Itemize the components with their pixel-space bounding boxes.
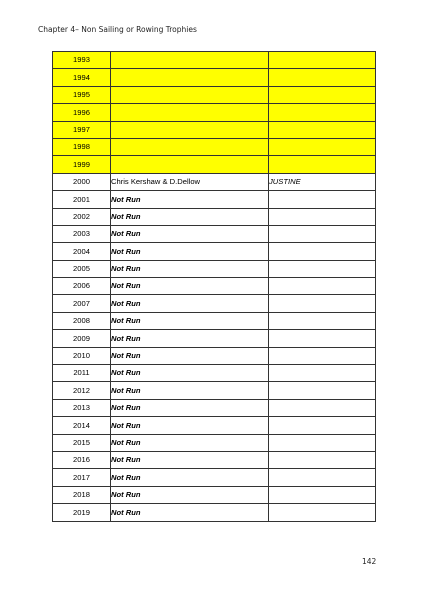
table-row xyxy=(53,330,376,347)
winner-cell: Not Run xyxy=(111,399,269,416)
table-row xyxy=(53,312,376,329)
year-cell: 2018 xyxy=(53,486,111,503)
winner-cell: Not Run xyxy=(111,260,269,277)
winner-cell: Not Run xyxy=(111,434,269,451)
boat-cell xyxy=(269,347,376,364)
year-cell: 2015 xyxy=(53,434,111,451)
boat-cell xyxy=(269,451,376,468)
winner-cell: Not Run xyxy=(111,469,269,486)
table-row xyxy=(53,434,376,451)
table-row xyxy=(53,138,376,155)
boat-cell xyxy=(269,312,376,329)
page-number: 142 xyxy=(362,557,377,566)
year-cell: 2000 xyxy=(53,173,111,190)
year-cell: 1993 xyxy=(53,52,111,69)
winner-cell: Not Run xyxy=(111,225,269,242)
winner-cell: Not Run xyxy=(111,295,269,312)
table-row xyxy=(53,399,376,416)
year-cell: 2006 xyxy=(53,278,111,295)
table-row xyxy=(53,486,376,503)
winner-cell xyxy=(111,156,269,173)
year-cell: 2001 xyxy=(53,191,111,208)
boat-cell xyxy=(269,191,376,208)
table-row xyxy=(53,504,376,521)
trophy-table-body xyxy=(53,52,376,522)
table-row xyxy=(53,121,376,138)
winner-cell xyxy=(111,121,269,138)
table-row xyxy=(53,86,376,103)
year-cell: 2009 xyxy=(53,330,111,347)
table-row xyxy=(53,365,376,382)
year-cell: 2014 xyxy=(53,417,111,434)
winner-cell: Not Run xyxy=(111,191,269,208)
boat-cell xyxy=(269,225,376,242)
winner-cell xyxy=(111,138,269,155)
year-cell: 2004 xyxy=(53,243,111,260)
winner-cell xyxy=(111,69,269,86)
winner-cell: Not Run xyxy=(111,504,269,521)
boat-cell xyxy=(269,365,376,382)
boat-cell xyxy=(269,156,376,173)
table-row xyxy=(53,243,376,260)
table-row xyxy=(53,469,376,486)
winner-cell: Not Run xyxy=(111,208,269,225)
winner-cell: Not Run xyxy=(111,451,269,468)
table-row xyxy=(53,295,376,312)
table-row xyxy=(53,191,376,208)
year-cell: 2008 xyxy=(53,312,111,329)
winner-cell: Not Run xyxy=(111,365,269,382)
table-row xyxy=(53,278,376,295)
boat-cell xyxy=(269,243,376,260)
table-row xyxy=(53,451,376,468)
year-cell: 2005 xyxy=(53,260,111,277)
winner-cell: Not Run xyxy=(111,278,269,295)
boat-cell xyxy=(269,434,376,451)
table-row xyxy=(53,52,376,69)
boat-cell xyxy=(269,260,376,277)
winner-cell: Not Run xyxy=(111,417,269,434)
year-cell: 2019 xyxy=(53,504,111,521)
year-cell: 1998 xyxy=(53,138,111,155)
year-cell: 1999 xyxy=(53,156,111,173)
table-row xyxy=(53,417,376,434)
winner-cell: Chris Kershaw & D.Dellow xyxy=(111,173,269,190)
year-cell: 2003 xyxy=(53,225,111,242)
page-header: Chapter 4– Non Sailing or Rowing Trophies xyxy=(38,25,197,34)
table-row xyxy=(53,156,376,173)
year-cell: 2017 xyxy=(53,469,111,486)
boat-cell xyxy=(269,138,376,155)
table-row xyxy=(53,382,376,399)
year-cell: 2016 xyxy=(53,451,111,468)
year-cell: 1995 xyxy=(53,86,111,103)
boat-cell xyxy=(269,295,376,312)
winner-cell xyxy=(111,52,269,69)
table-row xyxy=(53,225,376,242)
table-row xyxy=(53,69,376,86)
boat-cell xyxy=(269,121,376,138)
boat-cell xyxy=(269,86,376,103)
boat-cell xyxy=(269,330,376,347)
year-cell: 2002 xyxy=(53,208,111,225)
year-cell: 2010 xyxy=(53,347,111,364)
year-cell: 1996 xyxy=(53,104,111,121)
winner-cell: Not Run xyxy=(111,330,269,347)
boat-cell xyxy=(269,504,376,521)
winner-cell: Not Run xyxy=(111,347,269,364)
winner-cell xyxy=(111,104,269,121)
year-cell: 2013 xyxy=(53,399,111,416)
boat-cell xyxy=(269,52,376,69)
table-row xyxy=(53,104,376,121)
boat-cell xyxy=(269,417,376,434)
boat-cell xyxy=(269,469,376,486)
year-cell: 1994 xyxy=(53,69,111,86)
trophy-table xyxy=(52,51,376,522)
table-row xyxy=(53,208,376,225)
year-cell: 2011 xyxy=(53,365,111,382)
table-row xyxy=(53,260,376,277)
boat-cell: JUSTINE xyxy=(269,173,376,190)
boat-cell xyxy=(269,486,376,503)
table-row xyxy=(53,173,376,190)
boat-cell xyxy=(269,382,376,399)
boat-cell xyxy=(269,399,376,416)
winner-cell: Not Run xyxy=(111,382,269,399)
year-cell: 1997 xyxy=(53,121,111,138)
winner-cell xyxy=(111,86,269,103)
boat-cell xyxy=(269,278,376,295)
winner-cell: Not Run xyxy=(111,243,269,260)
year-cell: 2007 xyxy=(53,295,111,312)
year-cell: 2012 xyxy=(53,382,111,399)
boat-cell xyxy=(269,69,376,86)
boat-cell xyxy=(269,104,376,121)
winner-cell: Not Run xyxy=(111,312,269,329)
winner-cell: Not Run xyxy=(111,486,269,503)
boat-cell xyxy=(269,208,376,225)
table-row xyxy=(53,347,376,364)
